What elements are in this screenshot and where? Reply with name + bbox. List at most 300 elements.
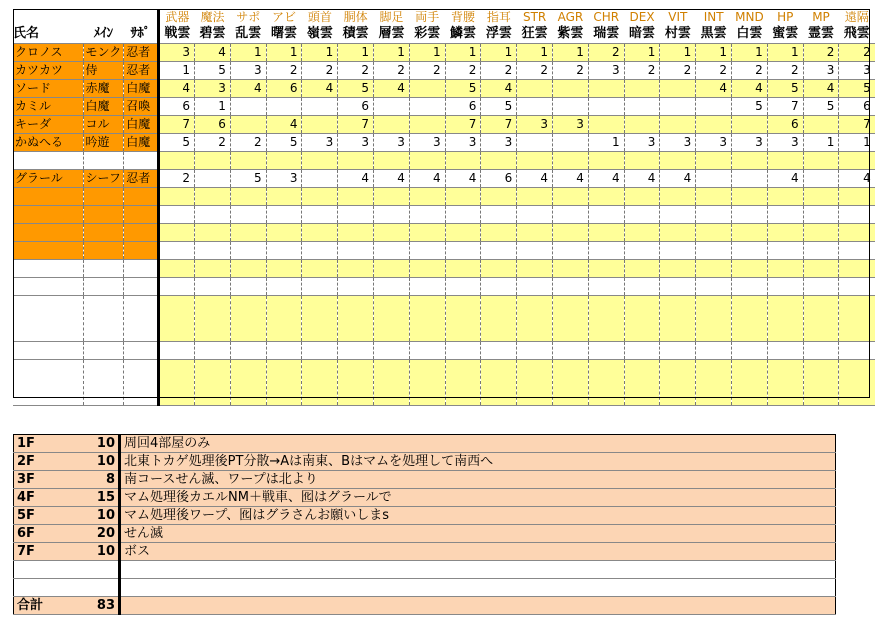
stat-cell[interactable]: 3	[660, 134, 696, 152]
empty-stat-cell[interactable]	[302, 296, 338, 342]
stat-cell[interactable]: 2	[767, 62, 803, 80]
empty-stat-cell[interactable]	[553, 242, 589, 260]
member-main-job[interactable]: 侍	[83, 62, 124, 80]
empty-stat-cell[interactable]	[266, 224, 302, 242]
stat-cell[interactable]	[338, 152, 374, 170]
stat-cell[interactable]: 6	[338, 98, 374, 116]
stat-cell[interactable]: 5	[338, 80, 374, 98]
stat-cell[interactable]	[409, 80, 445, 98]
empty-stat-cell[interactable]	[195, 242, 231, 260]
stat-cell[interactable]: 2	[732, 62, 768, 80]
empty-stat-cell[interactable]	[732, 360, 768, 406]
empty-stat-cell[interactable]	[588, 188, 624, 206]
empty-main-cell[interactable]	[83, 260, 124, 278]
header-bottom-cell[interactable]: 積雲	[338, 25, 374, 44]
empty-stat-cell[interactable]	[445, 260, 481, 278]
header-top-cell[interactable]: アビ	[266, 9, 302, 25]
member-sub-job[interactable]	[124, 152, 159, 170]
empty-sub-cell[interactable]	[124, 342, 159, 360]
header-top-cell[interactable]: INT	[696, 9, 732, 25]
empty-stat-cell[interactable]	[553, 260, 589, 278]
empty-stat-cell[interactable]	[159, 224, 195, 242]
stat-cell[interactable]	[409, 116, 445, 134]
stat-cell[interactable]	[302, 98, 338, 116]
stat-cell[interactable]: 5	[445, 80, 481, 98]
stat-cell[interactable]: 2	[338, 62, 374, 80]
stat-cell[interactable]: 6	[159, 98, 195, 116]
stat-cell[interactable]: 5	[839, 80, 875, 98]
stat-cell[interactable]	[409, 98, 445, 116]
stat-cell[interactable]: 1	[517, 44, 553, 62]
empty-stat-cell[interactable]	[696, 242, 732, 260]
stat-cell[interactable]: 2	[266, 62, 302, 80]
empty-stat-cell[interactable]	[517, 242, 553, 260]
empty-stat-cell[interactable]	[195, 188, 231, 206]
empty-stat-cell[interactable]	[660, 278, 696, 296]
stat-cell[interactable]	[481, 152, 517, 170]
stat-cell[interactable]	[266, 152, 302, 170]
member-main-job[interactable]: 白魔	[83, 98, 124, 116]
empty-stat-cell[interactable]	[588, 260, 624, 278]
empty-stat-cell[interactable]	[839, 188, 875, 206]
stat-cell[interactable]: 2	[374, 62, 410, 80]
stat-cell[interactable]: 1	[696, 44, 732, 62]
stat-cell[interactable]: 3	[696, 134, 732, 152]
floor-label[interactable]: 4F	[14, 489, 84, 507]
floor-memo[interactable]	[120, 561, 836, 579]
member-main-job[interactable]: コル	[83, 116, 124, 134]
empty-main-cell[interactable]	[83, 224, 124, 242]
empty-stat-cell[interactable]	[230, 342, 266, 360]
empty-stat-cell[interactable]	[588, 224, 624, 242]
member-name[interactable]: ソード	[13, 80, 83, 98]
header-top-cell[interactable]: 頭首	[302, 9, 338, 25]
header-top-cell[interactable]: サポ	[230, 9, 266, 25]
member-sub-job[interactable]: 忍者	[124, 170, 159, 188]
empty-stat-cell[interactable]	[302, 188, 338, 206]
stat-cell[interactable]: 1	[195, 98, 231, 116]
empty-stat-cell[interactable]	[517, 296, 553, 342]
stat-cell[interactable]: 4	[588, 170, 624, 188]
stat-cell[interactable]	[553, 80, 589, 98]
empty-stat-cell[interactable]	[517, 224, 553, 242]
empty-stat-cell[interactable]	[159, 278, 195, 296]
stat-cell[interactable]: 2	[302, 62, 338, 80]
empty-stat-cell[interactable]	[266, 188, 302, 206]
stat-cell[interactable]	[803, 116, 839, 134]
empty-stat-cell[interactable]	[696, 188, 732, 206]
empty-stat-cell[interactable]	[803, 224, 839, 242]
empty-stat-cell[interactable]	[374, 242, 410, 260]
stat-cell[interactable]: 1	[767, 44, 803, 62]
empty-stat-cell[interactable]	[338, 188, 374, 206]
header-top-cell[interactable]: HP	[767, 9, 803, 25]
member-sub-job[interactable]: 忍者	[124, 44, 159, 62]
empty-stat-cell[interactable]	[445, 360, 481, 406]
stat-cell[interactable]	[696, 152, 732, 170]
stat-cell[interactable]: 4	[230, 80, 266, 98]
empty-stat-cell[interactable]	[409, 242, 445, 260]
empty-stat-cell[interactable]	[660, 296, 696, 342]
stat-cell[interactable]: 3	[338, 134, 374, 152]
stat-cell[interactable]	[803, 170, 839, 188]
stat-cell[interactable]	[159, 152, 195, 170]
stat-cell[interactable]: 4	[517, 170, 553, 188]
empty-main-cell[interactable]	[83, 278, 124, 296]
stat-cell[interactable]	[803, 152, 839, 170]
stat-cell[interactable]: 4	[195, 44, 231, 62]
stat-cell[interactable]	[302, 116, 338, 134]
empty-stat-cell[interactable]	[374, 260, 410, 278]
empty-stat-cell[interactable]	[302, 278, 338, 296]
stat-cell[interactable]	[553, 152, 589, 170]
stat-cell[interactable]: 1	[839, 134, 875, 152]
empty-stat-cell[interactable]	[374, 278, 410, 296]
stat-cell[interactable]: 3	[195, 80, 231, 98]
empty-stat-cell[interactable]	[839, 242, 875, 260]
floor-label[interactable]: 2F	[14, 453, 84, 471]
empty-name-cell[interactable]	[13, 360, 83, 406]
empty-stat-cell[interactable]	[266, 242, 302, 260]
empty-stat-cell[interactable]	[588, 342, 624, 360]
empty-stat-cell[interactable]	[409, 206, 445, 224]
stat-cell[interactable]: 5	[230, 170, 266, 188]
stat-cell[interactable]: 4	[159, 80, 195, 98]
stat-cell[interactable]: 2	[696, 62, 732, 80]
stat-cell[interactable]: 1	[409, 44, 445, 62]
floor-label[interactable]: 合計	[14, 597, 84, 615]
empty-name-cell[interactable]	[13, 342, 83, 360]
empty-stat-cell[interactable]	[159, 206, 195, 224]
stat-cell[interactable]: 2	[517, 62, 553, 80]
empty-stat-cell[interactable]	[409, 342, 445, 360]
empty-name-cell[interactable]	[13, 296, 83, 342]
stat-cell[interactable]: 3	[230, 62, 266, 80]
header-top-cell[interactable]: STR	[517, 9, 553, 25]
floor-count[interactable]	[84, 561, 120, 579]
header-top-cell[interactable]: 胴体	[338, 9, 374, 25]
empty-stat-cell[interactable]	[517, 278, 553, 296]
stat-cell[interactable]	[445, 152, 481, 170]
stat-cell[interactable]	[624, 116, 660, 134]
empty-stat-cell[interactable]	[624, 224, 660, 242]
member-main-job[interactable]: 赤魔	[83, 80, 124, 98]
empty-stat-cell[interactable]	[803, 278, 839, 296]
empty-stat-cell[interactable]	[588, 360, 624, 406]
empty-stat-cell[interactable]	[302, 342, 338, 360]
empty-stat-cell[interactable]	[338, 342, 374, 360]
empty-stat-cell[interactable]	[553, 296, 589, 342]
empty-stat-cell[interactable]	[445, 206, 481, 224]
stat-cell[interactable]	[517, 98, 553, 116]
empty-stat-cell[interactable]	[338, 360, 374, 406]
empty-stat-cell[interactable]	[159, 342, 195, 360]
empty-stat-cell[interactable]	[624, 360, 660, 406]
empty-stat-cell[interactable]	[660, 360, 696, 406]
header-bottom-cell[interactable]: 蜜雲	[767, 25, 803, 44]
empty-stat-cell[interactable]	[839, 224, 875, 242]
empty-stat-cell[interactable]	[732, 278, 768, 296]
header-bottom-cell[interactable]: 霊雲	[803, 25, 839, 44]
stat-cell[interactable]: 3	[445, 134, 481, 152]
stat-cell[interactable]: 3	[374, 134, 410, 152]
stat-cell[interactable]: 6	[266, 80, 302, 98]
empty-stat-cell[interactable]	[266, 206, 302, 224]
floor-memo[interactable]: マム処理後カエルNM＋戦車、囮はグラールで	[120, 489, 836, 507]
member-sub-job[interactable]: 白魔	[124, 134, 159, 152]
empty-stat-cell[interactable]	[732, 242, 768, 260]
floor-count[interactable]: 20	[84, 525, 120, 543]
stat-cell[interactable]: 6	[767, 116, 803, 134]
empty-stat-cell[interactable]	[374, 342, 410, 360]
empty-stat-cell[interactable]	[230, 206, 266, 224]
floor-memo[interactable]: 南コースせん滅、ワープは北より	[120, 471, 836, 489]
header-top-cell[interactable]: CHR	[588, 9, 624, 25]
empty-sub-cell[interactable]	[124, 188, 159, 206]
empty-stat-cell[interactable]	[302, 260, 338, 278]
empty-stat-cell[interactable]	[660, 342, 696, 360]
empty-stat-cell[interactable]	[159, 242, 195, 260]
stat-cell[interactable]	[374, 98, 410, 116]
stat-cell[interactable]: 2	[839, 44, 875, 62]
header-bottom-cell[interactable]: 碧雲	[195, 25, 231, 44]
stat-cell[interactable]: 2	[624, 62, 660, 80]
stat-cell[interactable]	[696, 98, 732, 116]
empty-stat-cell[interactable]	[553, 360, 589, 406]
floor-memo[interactable]: せん滅	[120, 525, 836, 543]
stat-cell[interactable]	[302, 152, 338, 170]
stat-cell[interactable]: 1	[803, 134, 839, 152]
empty-sub-cell[interactable]	[124, 242, 159, 260]
empty-stat-cell[interactable]	[696, 360, 732, 406]
stat-cell[interactable]: 1	[338, 44, 374, 62]
empty-name-cell[interactable]	[13, 242, 83, 260]
stat-cell[interactable]: 2	[409, 62, 445, 80]
floor-memo[interactable]	[120, 579, 836, 597]
empty-name-cell[interactable]	[13, 260, 83, 278]
stat-cell[interactable]: 3	[553, 116, 589, 134]
stat-cell[interactable]: 3	[588, 62, 624, 80]
empty-stat-cell[interactable]	[696, 296, 732, 342]
stat-cell[interactable]: 1	[624, 44, 660, 62]
stat-cell[interactable]	[517, 134, 553, 152]
stat-cell[interactable]: 1	[266, 44, 302, 62]
floor-label[interactable]	[14, 561, 84, 579]
floor-label[interactable]: 7F	[14, 543, 84, 561]
empty-stat-cell[interactable]	[803, 360, 839, 406]
stat-cell[interactable]: 4	[374, 80, 410, 98]
empty-stat-cell[interactable]	[517, 206, 553, 224]
stat-cell[interactable]: 4	[696, 80, 732, 98]
empty-stat-cell[interactable]	[803, 206, 839, 224]
empty-name-cell[interactable]	[13, 278, 83, 296]
floor-count[interactable]: 10	[84, 507, 120, 525]
floor-memo[interactable]	[120, 597, 836, 615]
empty-stat-cell[interactable]	[767, 188, 803, 206]
empty-stat-cell[interactable]	[696, 206, 732, 224]
stat-cell[interactable]	[624, 80, 660, 98]
empty-stat-cell[interactable]	[266, 360, 302, 406]
header-bottom-cell[interactable]: 村雲	[660, 25, 696, 44]
empty-main-cell[interactable]	[83, 188, 124, 206]
empty-stat-cell[interactable]	[481, 260, 517, 278]
empty-stat-cell[interactable]	[230, 242, 266, 260]
empty-stat-cell[interactable]	[409, 188, 445, 206]
empty-stat-cell[interactable]	[409, 224, 445, 242]
stat-cell[interactable]	[409, 152, 445, 170]
stat-cell[interactable]: 3	[409, 134, 445, 152]
empty-stat-cell[interactable]	[588, 278, 624, 296]
stat-cell[interactable]: 5	[266, 134, 302, 152]
empty-stat-cell[interactable]	[839, 278, 875, 296]
stat-cell[interactable]: 1	[553, 44, 589, 62]
stat-cell[interactable]: 6	[195, 116, 231, 134]
empty-stat-cell[interactable]	[767, 342, 803, 360]
header-blank[interactable]	[124, 9, 159, 25]
stat-cell[interactable]	[624, 152, 660, 170]
stat-cell[interactable]	[195, 152, 231, 170]
empty-stat-cell[interactable]	[374, 188, 410, 206]
empty-stat-cell[interactable]	[266, 296, 302, 342]
empty-stat-cell[interactable]	[767, 296, 803, 342]
stat-cell[interactable]	[195, 170, 231, 188]
empty-stat-cell[interactable]	[230, 188, 266, 206]
member-sub-job[interactable]: 白魔	[124, 80, 159, 98]
header-top-cell[interactable]: 魔法	[195, 9, 231, 25]
stat-cell[interactable]: 6	[839, 98, 875, 116]
stat-cell[interactable]: 1	[588, 134, 624, 152]
stat-cell[interactable]: 5	[732, 98, 768, 116]
empty-stat-cell[interactable]	[481, 342, 517, 360]
stat-cell[interactable]: 2	[159, 170, 195, 188]
stat-cell[interactable]: 3	[839, 62, 875, 80]
header-bottom-cell[interactable]: 層雲	[374, 25, 410, 44]
stat-cell[interactable]: 4	[409, 170, 445, 188]
stat-cell[interactable]: 5	[159, 134, 195, 152]
floor-label[interactable]	[14, 579, 84, 597]
stat-cell[interactable]	[696, 116, 732, 134]
member-name[interactable]: かぬへる	[13, 134, 83, 152]
empty-stat-cell[interactable]	[517, 360, 553, 406]
stat-cell[interactable]: 4	[374, 170, 410, 188]
floor-memo[interactable]: ボス	[120, 543, 836, 561]
stat-cell[interactable]: 7	[767, 98, 803, 116]
empty-stat-cell[interactable]	[767, 278, 803, 296]
empty-stat-cell[interactable]	[159, 360, 195, 406]
stat-cell[interactable]	[732, 116, 768, 134]
member-sub-job[interactable]: 召喚	[124, 98, 159, 116]
empty-stat-cell[interactable]	[732, 296, 768, 342]
stat-cell[interactable]: 7	[445, 116, 481, 134]
empty-stat-cell[interactable]	[624, 242, 660, 260]
empty-stat-cell[interactable]	[767, 242, 803, 260]
empty-stat-cell[interactable]	[266, 342, 302, 360]
empty-stat-cell[interactable]	[767, 360, 803, 406]
empty-stat-cell[interactable]	[338, 278, 374, 296]
empty-stat-cell[interactable]	[338, 206, 374, 224]
empty-stat-cell[interactable]	[803, 188, 839, 206]
empty-stat-cell[interactable]	[624, 296, 660, 342]
empty-stat-cell[interactable]	[839, 260, 875, 278]
header-bottom-cell[interactable]: 狂雲	[517, 25, 553, 44]
empty-stat-cell[interactable]	[517, 342, 553, 360]
empty-stat-cell[interactable]	[159, 296, 195, 342]
stat-cell[interactable]: 1	[660, 44, 696, 62]
empty-stat-cell[interactable]	[588, 242, 624, 260]
stat-cell[interactable]: 2	[445, 62, 481, 80]
empty-stat-cell[interactable]	[445, 242, 481, 260]
empty-sub-cell[interactable]	[124, 360, 159, 406]
stat-cell[interactable]	[588, 80, 624, 98]
empty-stat-cell[interactable]	[338, 224, 374, 242]
empty-stat-cell[interactable]	[445, 224, 481, 242]
empty-stat-cell[interactable]	[302, 224, 338, 242]
empty-stat-cell[interactable]	[732, 260, 768, 278]
empty-stat-cell[interactable]	[374, 296, 410, 342]
header-sub-job[interactable]: ｻﾎﾟ	[124, 25, 159, 44]
empty-stat-cell[interactable]	[445, 342, 481, 360]
empty-stat-cell[interactable]	[839, 360, 875, 406]
empty-stat-cell[interactable]	[660, 242, 696, 260]
floor-memo[interactable]: マム処理後ワープ、囮はグラさんお願いしまs	[120, 507, 836, 525]
stat-cell[interactable]	[732, 170, 768, 188]
stat-cell[interactable]	[732, 152, 768, 170]
stat-cell[interactable]	[660, 152, 696, 170]
stat-cell[interactable]	[230, 152, 266, 170]
stat-cell[interactable]: 5	[803, 98, 839, 116]
floor-label[interactable]: 5F	[14, 507, 84, 525]
empty-stat-cell[interactable]	[839, 342, 875, 360]
stat-cell[interactable]: 3	[302, 134, 338, 152]
stat-cell[interactable]: 3	[803, 62, 839, 80]
header-top-cell[interactable]: MND	[732, 9, 768, 25]
empty-stat-cell[interactable]	[195, 296, 231, 342]
stat-cell[interactable]	[553, 98, 589, 116]
header-bottom-cell[interactable]: 嶺雲	[302, 25, 338, 44]
header-bottom-cell[interactable]: 白雲	[732, 25, 768, 44]
stat-cell[interactable]: 3	[732, 134, 768, 152]
empty-stat-cell[interactable]	[195, 278, 231, 296]
stat-cell[interactable]: 2	[660, 62, 696, 80]
header-bottom-cell[interactable]: 彩雲	[409, 25, 445, 44]
header-top-cell[interactable]: 両手	[409, 9, 445, 25]
empty-stat-cell[interactable]	[159, 260, 195, 278]
empty-stat-cell[interactable]	[266, 260, 302, 278]
empty-main-cell[interactable]	[83, 242, 124, 260]
empty-stat-cell[interactable]	[803, 242, 839, 260]
floor-label[interactable]: 1F	[14, 435, 84, 453]
header-top-cell[interactable]: DEX	[624, 9, 660, 25]
empty-stat-cell[interactable]	[230, 360, 266, 406]
stat-cell[interactable]: 4	[553, 170, 589, 188]
empty-stat-cell[interactable]	[767, 260, 803, 278]
empty-stat-cell[interactable]	[553, 342, 589, 360]
empty-stat-cell[interactable]	[481, 188, 517, 206]
stat-cell[interactable]: 3	[624, 134, 660, 152]
empty-stat-cell[interactable]	[481, 360, 517, 406]
stat-cell[interactable]: 5	[195, 62, 231, 80]
stat-cell[interactable]: 4	[266, 116, 302, 134]
empty-stat-cell[interactable]	[230, 224, 266, 242]
empty-stat-cell[interactable]	[230, 296, 266, 342]
empty-stat-cell[interactable]	[481, 206, 517, 224]
floor-label[interactable]: 6F	[14, 525, 84, 543]
empty-stat-cell[interactable]	[302, 242, 338, 260]
member-name[interactable]	[13, 152, 83, 170]
empty-stat-cell[interactable]	[660, 224, 696, 242]
stat-cell[interactable]: 7	[481, 116, 517, 134]
empty-stat-cell[interactable]	[660, 206, 696, 224]
